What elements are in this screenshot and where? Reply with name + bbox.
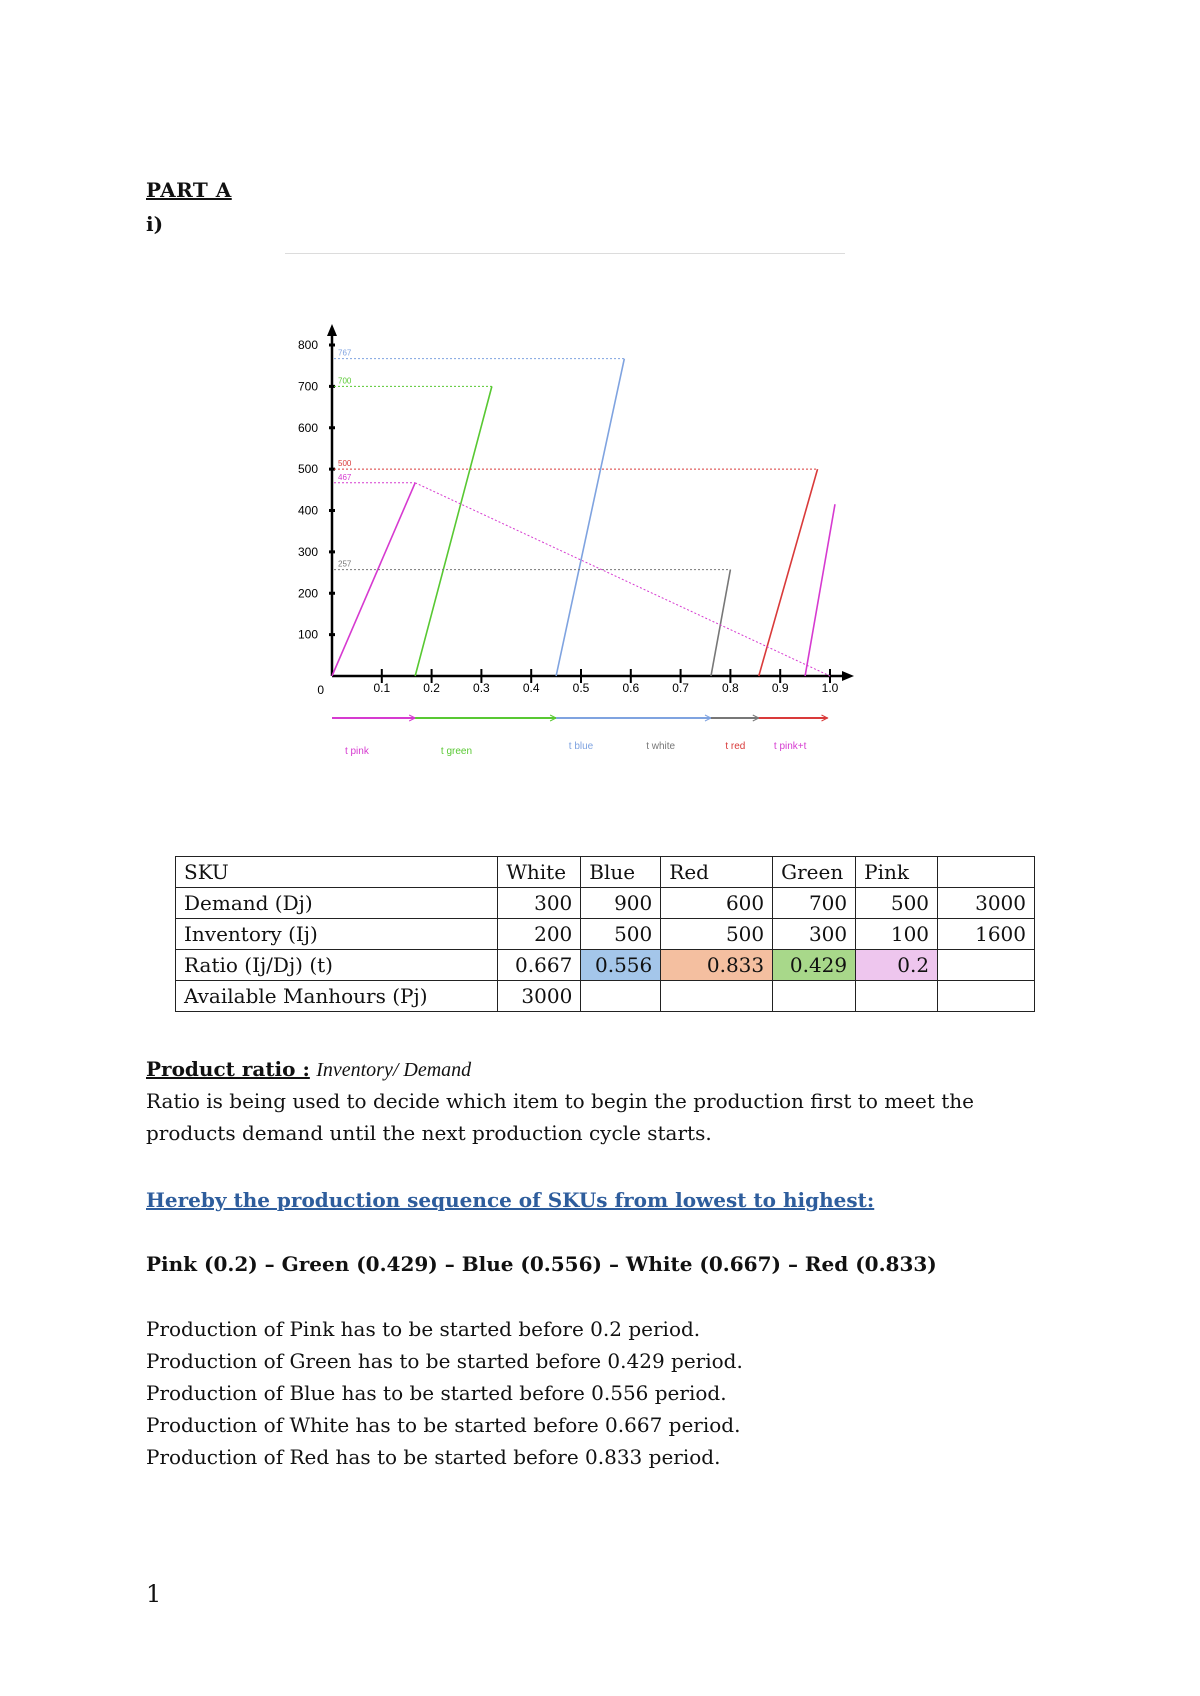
table-cell: 100 — [856, 919, 938, 950]
table-cell: 500 — [856, 888, 938, 919]
x-tick-label: 1.0 — [821, 681, 839, 695]
y-tick-label: 400 — [297, 503, 318, 518]
table-cell: 700 — [773, 888, 856, 919]
table-cell: Available Manhours (Pj) — [176, 981, 498, 1012]
x-tick-label: 0.3 — [473, 681, 490, 695]
level-label-white: 257 — [338, 559, 352, 569]
table-cell: 500 — [661, 919, 773, 950]
x-tick-label: 0.9 — [771, 681, 789, 695]
inventory-chart — [270, 320, 870, 765]
table-row — [176, 888, 1035, 919]
table-row — [176, 919, 1035, 950]
start-line: Production of White has to be started before 0.667 period. — [146, 1413, 741, 1437]
table-row — [176, 857, 1035, 888]
table-cell: 300 — [498, 888, 581, 919]
table-cell: 1600 — [938, 919, 1035, 950]
sku-table — [175, 856, 1035, 1012]
sequence-heading: Hereby the production sequence of SKUs from lowest to highest: — [146, 1188, 875, 1212]
ratio-label: Product ratio : — [146, 1057, 310, 1081]
table-cell — [938, 981, 1035, 1012]
table-cell: Inventory (Ij) — [176, 919, 498, 950]
x-tick-label: 0.4 — [522, 681, 540, 695]
table-row — [176, 981, 1035, 1012]
duration-label-0: t pink — [344, 746, 369, 757]
level-label-red: 500 — [338, 459, 352, 469]
table-cell — [581, 981, 661, 1012]
table-cell-highlight-pink: 0.2 — [856, 950, 938, 981]
x-tick-label: 0.7 — [672, 681, 689, 695]
duration-label-3: t white — [646, 741, 676, 752]
start-line: Production of Blue has to be started before 0.556 period. — [146, 1381, 727, 1405]
start-line: Production of Green has to be started before 0.429 period. — [146, 1349, 743, 1373]
table-cell-highlight-blue: 0.556 — [581, 950, 661, 981]
ratio-heading — [146, 1053, 1046, 1086]
y-tick-label: 500 — [297, 462, 318, 477]
table-cell: 300 — [773, 919, 856, 950]
ratio-description: Ratio is being used to decide which item to begin the production first to meet the products demand until the next production cycle starts. — [146, 1089, 975, 1145]
duration-label-4: t red — [725, 741, 746, 752]
series-white — [711, 570, 730, 676]
series-pink-depletion — [415, 483, 830, 676]
x-tick-label: 0.6 — [622, 681, 640, 695]
y-tick-label: 300 — [297, 544, 318, 559]
y-tick-label: 200 — [297, 586, 318, 601]
table-header-cell — [938, 857, 1035, 888]
divider — [285, 253, 845, 254]
duration-label-1: t green — [440, 746, 473, 757]
y-tick-label: 100 — [297, 627, 318, 642]
table-cell-highlight-green: 0.429 — [773, 950, 856, 981]
table-cell — [661, 981, 773, 1012]
series-red — [759, 469, 818, 676]
x-tick-label: 0.1 — [373, 681, 391, 695]
series-green — [415, 386, 492, 676]
table-cell — [856, 981, 938, 1012]
x-tick-label: 0.8 — [722, 681, 739, 695]
table-header-cell: Pink — [856, 857, 938, 888]
series-pink-next — [805, 504, 835, 676]
table-cell-highlight-red: 0.833 — [661, 950, 773, 981]
table-cell: Demand (Dj) — [176, 888, 498, 919]
page-number: 1 — [146, 1580, 162, 1608]
part-heading: PART A — [146, 178, 232, 202]
table-cell: 3000 — [498, 981, 581, 1012]
y-axis-arrow — [327, 324, 337, 336]
y-tick-label: 800 — [297, 338, 318, 352]
x-tick-label: 0.2 — [423, 681, 440, 695]
duration-label-5: t pink+t — [773, 741, 807, 752]
start-line: Production of Red has to be started before 0.833 period. — [146, 1445, 721, 1469]
table-header-cell: White — [498, 857, 581, 888]
table-cell: 500 — [581, 919, 661, 950]
level-label-blue: 767 — [338, 348, 352, 358]
table-row — [176, 950, 1035, 981]
table-header-cell: Green — [773, 857, 856, 888]
chart-layer — [298, 324, 854, 757]
table-cell: 0.667 — [498, 950, 581, 981]
table-cell: 200 — [498, 919, 581, 950]
x-axis-arrow — [842, 671, 854, 681]
level-label-pink: 467 — [338, 472, 352, 482]
table-header-cell: Blue — [581, 857, 661, 888]
duration-label-2: t blue — [568, 741, 594, 752]
y-tick-label: 600 — [297, 420, 318, 435]
level-label-green: 700 — [338, 376, 352, 386]
table-cell: 900 — [581, 888, 661, 919]
table-header-cell: SKU — [176, 857, 498, 888]
start-deadlines — [146, 1313, 1046, 1473]
table-header-cell: Red — [661, 857, 773, 888]
table-cell — [773, 981, 856, 1012]
table-cell: 3000 — [938, 888, 1035, 919]
section-number: i) — [146, 212, 164, 236]
series-blue — [556, 359, 624, 676]
origin-label: 0 — [317, 683, 324, 697]
table-cell: Ratio (Ij/Dj) (t) — [176, 950, 498, 981]
series-pink — [332, 483, 415, 676]
y-tick-label: 700 — [297, 379, 318, 394]
start-line: Production of Pink has to be started before 0.2 period. — [146, 1317, 701, 1341]
production-sequence: Pink (0.2) – Green (0.429) – Blue (0.556) – White (0.667) – Red (0.833) — [146, 1252, 937, 1276]
ratio-formula: Inventory/ Demand — [316, 1059, 472, 1081]
table-cell — [938, 950, 1035, 981]
x-tick-label: 0.5 — [572, 681, 590, 695]
table-cell: 600 — [661, 888, 773, 919]
